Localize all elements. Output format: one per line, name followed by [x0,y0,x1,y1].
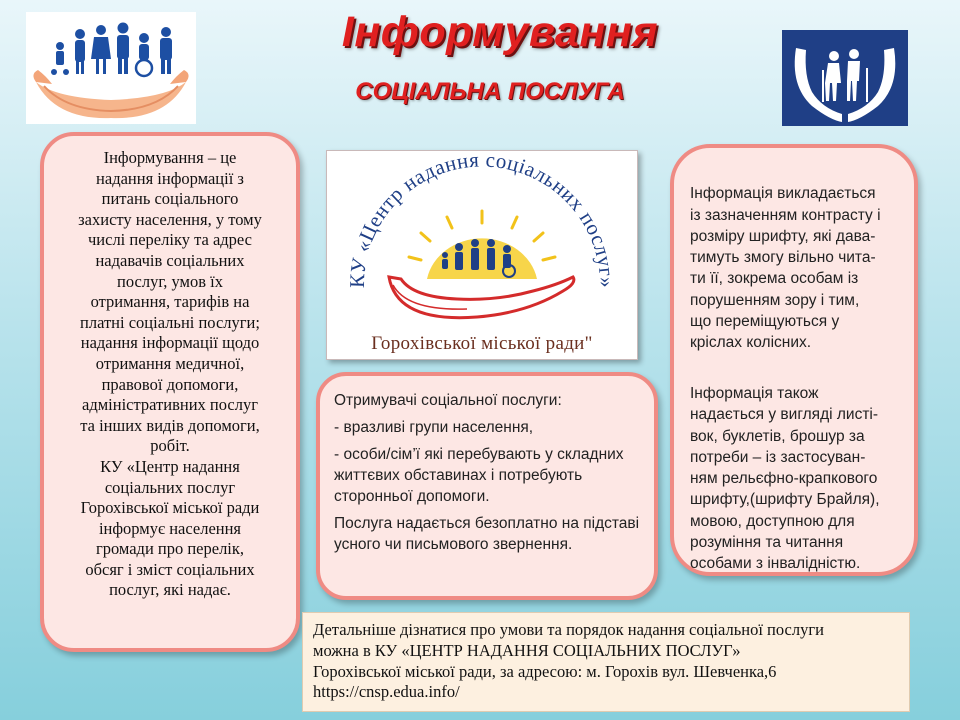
contact-info-text: Детальніше дізнатися про умови та порядок надання соціальної послуги можна в КУ «ЦЕНТР НАДАННЯ СОЦІАЛЬНИХ ПОСЛУГ» Горохівської міської ради, за адресою: м. Горохів вул. Шевченка,6 https://cnsp.edua.info/ [313,620,824,702]
recipients-item: - особи/сім’ї які перебувають у складних життєвих обставинах і потребують сторонньої допомоги. [334,446,624,505]
logo-subtitle: Горохівської міської ради" [371,333,593,354]
free-service-note: Послуга надається безоплатно на підставі усного чи письмового звернення. [334,515,640,553]
organization-logo [326,150,638,360]
recipients-panel [316,372,658,600]
definition-text: Інформування – це надання інформації з питань соціального захисту населення, у тому числі переліку та адрес надавачів соціальних послуг, умов їх отримання, тарифів на платні соціальні послуги; надання інформації щодо отримання медичної, правової допомоги, адміністративних послуг та інших видів допомоги, робіт. КУ «Центр надання соціальних послуг Горохівської міської ради інформує населення громади про перелік, обсяг і зміст соціальних послуг, які надає. [78,148,262,600]
recipients-item: - вразливі групи населення, [334,419,534,436]
contact-info-box [302,612,910,712]
logo-arc-text: КУ «Центр надання соціальних послуг» [344,151,620,289]
page-title: Інформування [341,8,659,56]
family-in-hands-icon [26,12,196,124]
elderly-hands-image [782,30,908,126]
elderly-couple-in-hands-icon [782,30,908,126]
definition-panel [40,132,300,652]
accessibility-panel [670,144,918,576]
organization-logo-graphic [327,151,637,329]
family-hands-image [26,12,196,124]
page-subtitle: СОЦІАЛЬНА ПОСЛУГА [355,78,625,105]
recipients-heading: Отримувачі соціальної послуги: [334,392,562,409]
formats-paragraph: Інформація також надається у вигляді листі- вок, буклетів, брошур за потреби – із застосуван- ням рельєфно-крапкового шрифту,(шрифту Брайля), мовою, доступною для розуміння та читання особами з інвалідністю. [690,384,880,573]
accessibility-paragraph: Інформація викладається із зазначенням контрасту і розміру шрифту, які дава- тимуть змогу вільно чита- ти її, зокрема особам із порушенням зору і тим, що переміщуються у кріслах колісних. [690,185,881,352]
